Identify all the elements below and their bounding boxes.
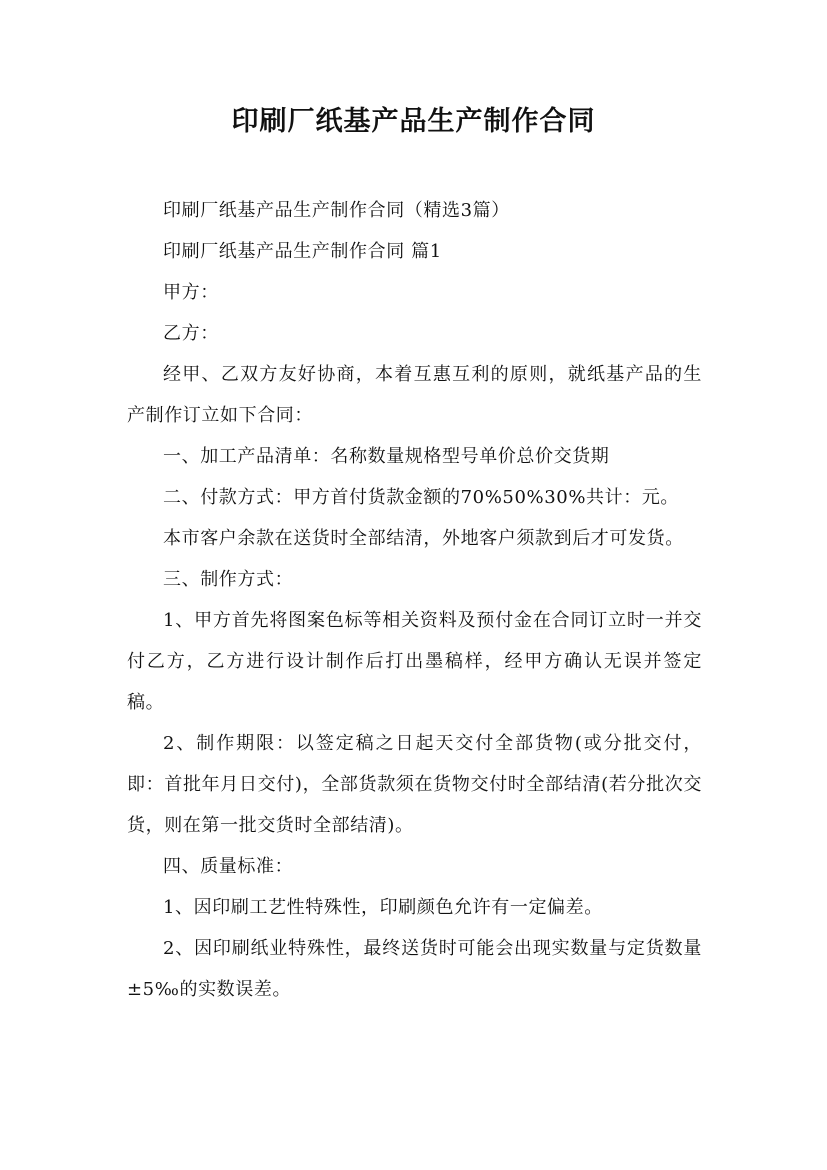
paragraph-clause-4-item-1: 1、因印刷工艺性特殊性，印刷颜色允许有一定偏差。	[163, 897, 603, 918]
paragraph-clause-3: 三、制作方式：	[163, 569, 294, 590]
paragraph-clause-1: 一、加工产品清单：名称数量规格型号单价总价交货期	[163, 446, 610, 467]
paragraph-section-heading: 印刷厂纸基产品生产制作合同 篇1	[163, 241, 442, 262]
paragraph-balance: 本市客户余款在送货时全部结清，外地客户须款到后才可发货。	[163, 528, 684, 549]
paragraph-party-a: 甲方：	[163, 282, 219, 303]
paragraph-party-b: 乙方：	[163, 323, 219, 344]
document-body	[127, 190, 702, 1010]
paragraph-clause-4: 四、质量标准：	[163, 856, 294, 877]
document-title: 印刷厂纸基产品生产制作合同	[231, 106, 596, 137]
paragraph-clause-3-item-1: 1、甲方首先将图案色标等相关资料及预付金在合同订立时一并交付乙方，乙方进行设计制作后打出墨稿样，经甲方确认无误并签定稿。	[127, 610, 702, 713]
paragraph-clause-2: 二、付款方式：甲方首付货款金额的70%50%30%共计：元。	[163, 487, 680, 508]
paragraph-clause-3-item-2: 2、制作期限：以签定稿之日起天交付全部货物(或分批交付，即：首批年月日交付)，全部货款须在货物交付时全部结清(若分批次交货，则在第一批交货时全部结清)。	[127, 733, 702, 836]
paragraph-subtitle: 印刷厂纸基产品生产制作合同（精选3篇）	[163, 200, 510, 221]
paragraph-preamble: 经甲、乙双方友好协商，本着互惠互利的原则，就纸基产品的生产制作订立如下合同：	[127, 364, 702, 426]
paragraph-clause-4-item-2: 2、因印刷纸业特殊性，最终送货时可能会出现实数量与定货数量±5‰的实数误差。	[127, 938, 702, 1000]
